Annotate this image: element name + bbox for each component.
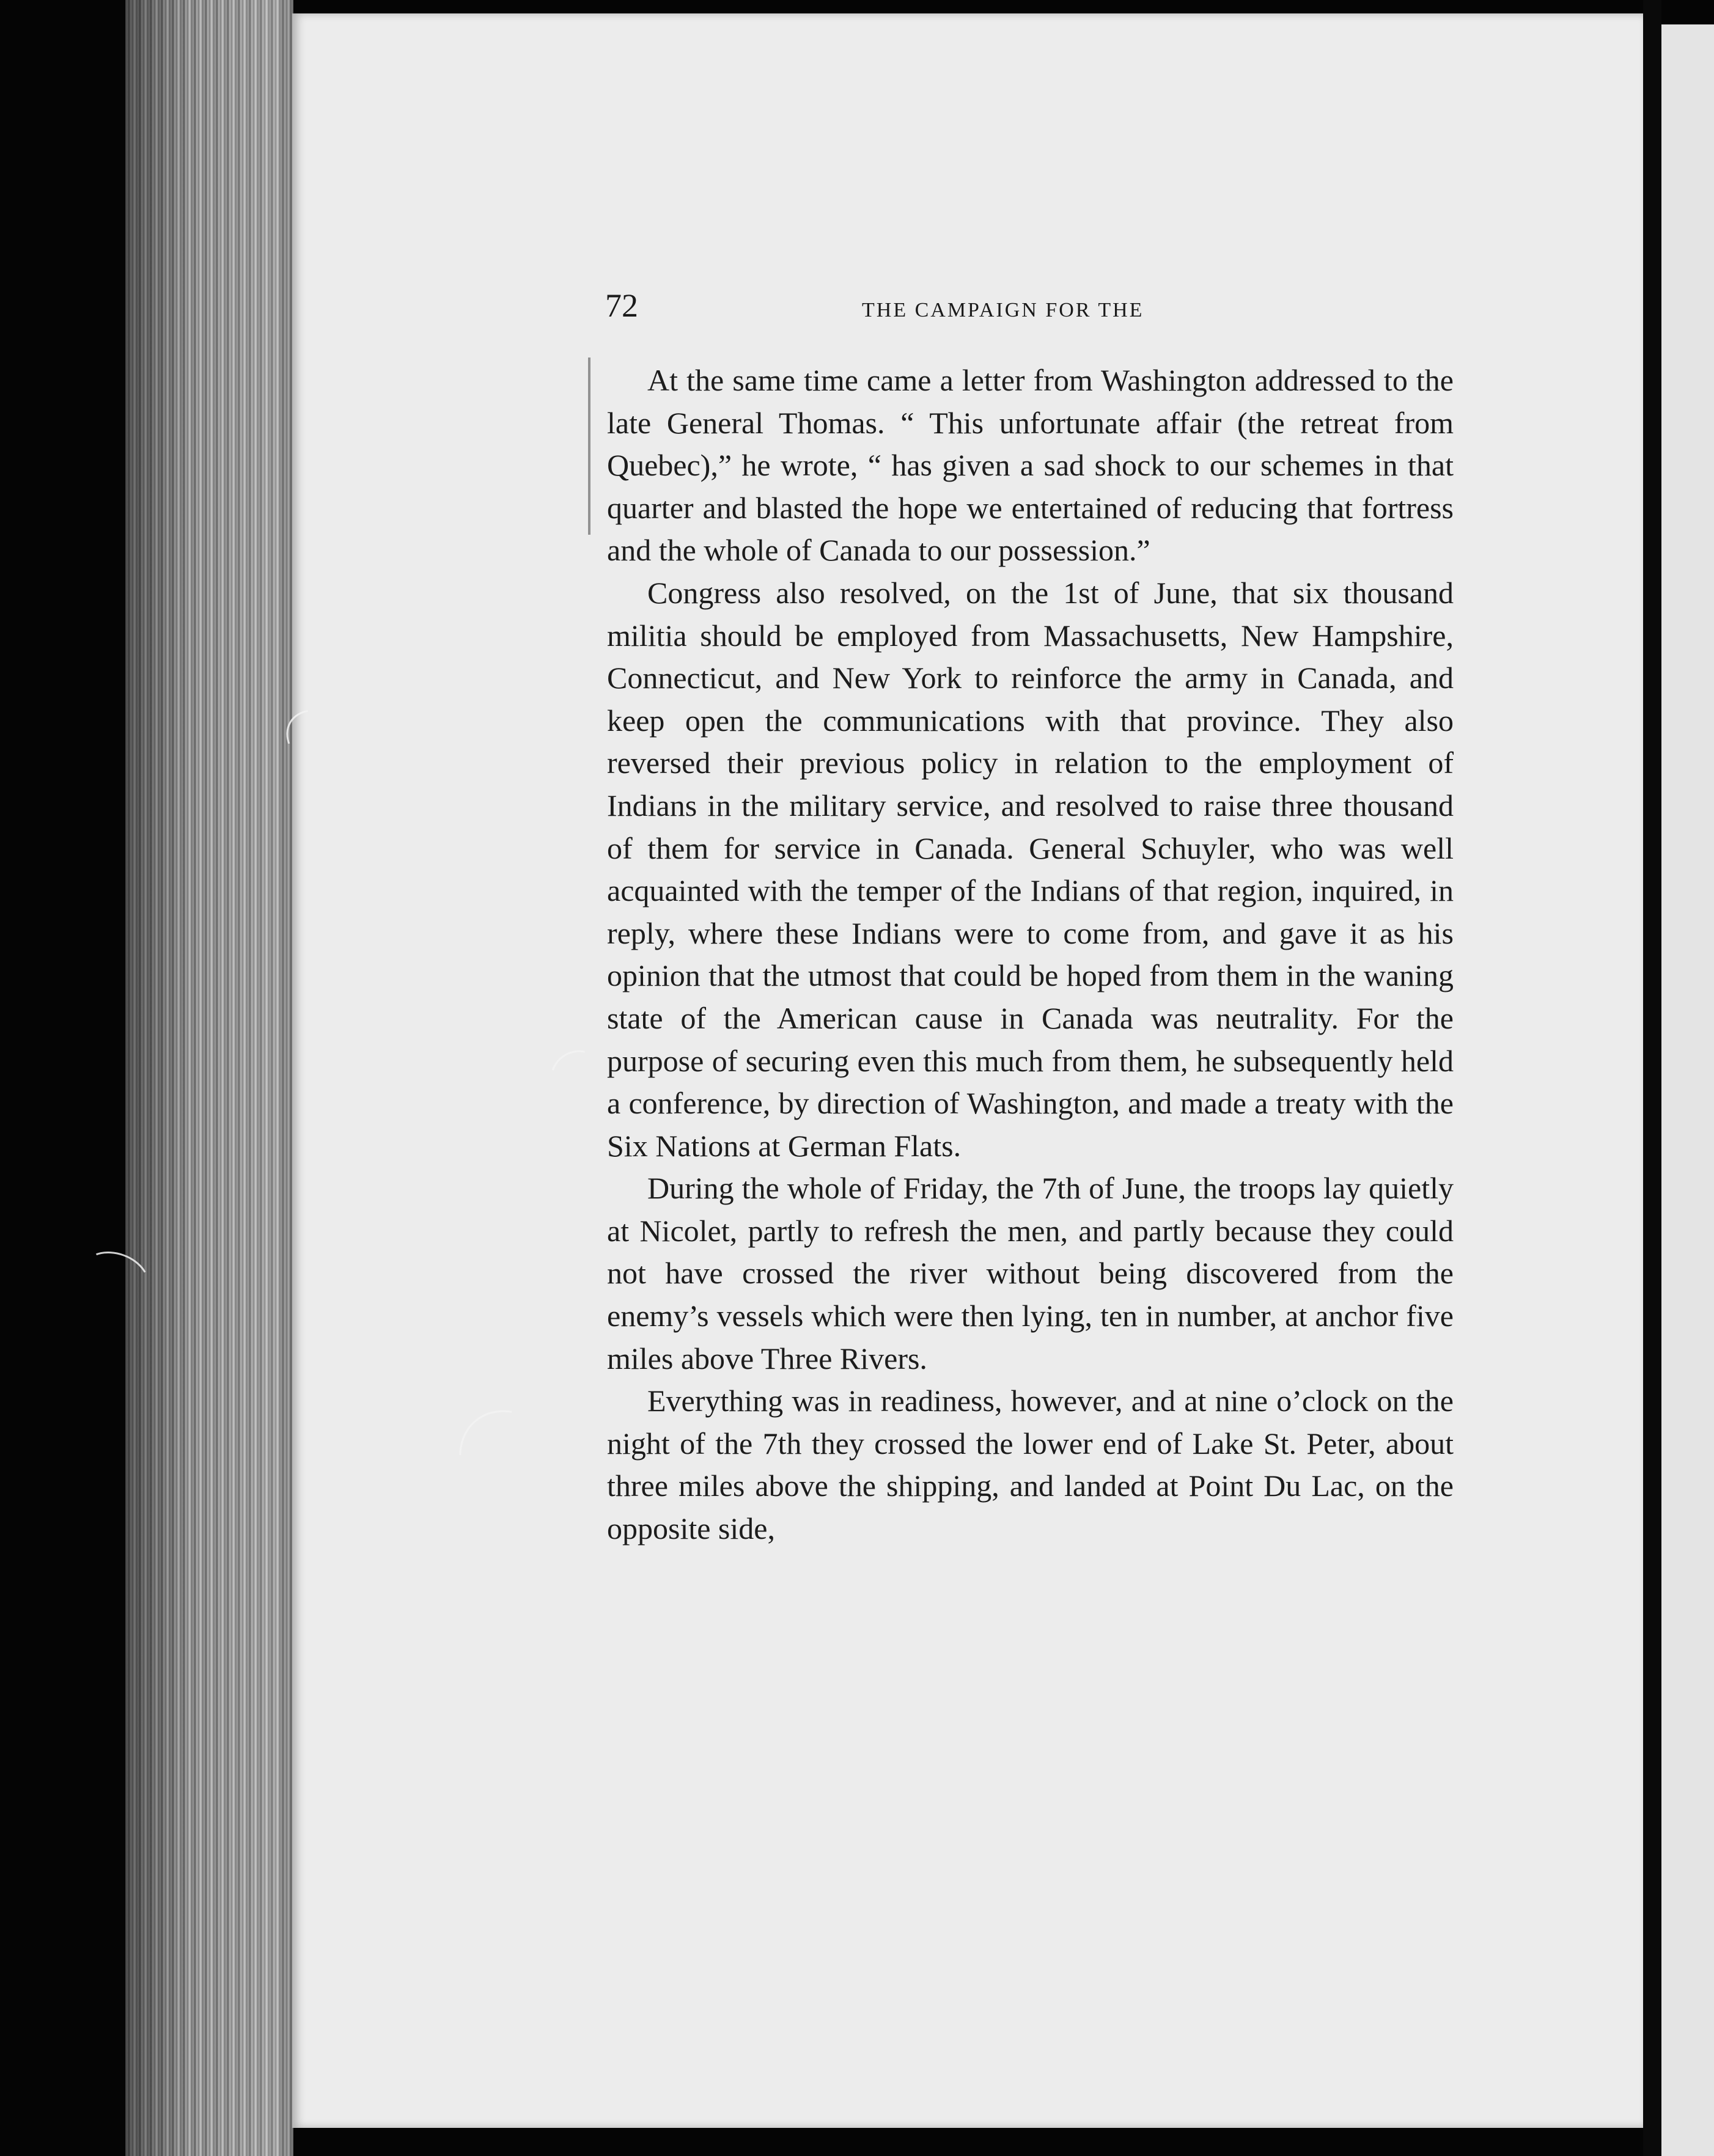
gutter-shadow (1643, 0, 1661, 2156)
margin-mark (588, 358, 590, 535)
paragraph: Congress also resolved, on the 1st of June, that six thousand militia should be employed from Massachusetts, New Hampshire, Connecticut, and New York to reinforce the army in Canada, and keep open the communications with that province. They also reversed their previous policy in relation to the employment of Indians in the military service, and resolved to raise three thousand of them for service in Canada. General Schuyler, who was well acquainted with the temper of the Indians of that region, inquired, in reply, where these Indians were to come from, and gave it as his opinion that the utmost that could be hoped from them in the waning state of the American cause in Canada was neutrality. For the purpose of securing even this much from them, he subsequently held a conference, by direction of Washington, and made a treaty with the Six Nations at German Flats. (607, 575, 1454, 1163)
page-edges (125, 0, 293, 2156)
paragraph: At the same time came a letter from Washington addressed to the late General Thomas. “ This unfortunate affair (the retreat from Quebec),” he wrote, “ has given a sad shock to our schemes in that quarter and blasted the hope we entertained of reducing that fortress and the whole of Canada to our possession.” (607, 363, 1454, 568)
paragraph: During the whole of Friday, the 7th of June, the troops lay quietly at Nicolet, partly to refresh the men, and partly because they could not have crossed the river without being discovered from the enemy’s vessels which were then lying, ten in number, at anchor five miles above Three Rivers. (607, 1171, 1454, 1376)
running-head: THE CAMPAIGN FOR THE (862, 299, 1144, 321)
page-header (605, 287, 1449, 336)
page-number: 72 (605, 287, 638, 324)
adjacent-page-edge (1661, 24, 1714, 2156)
paragraph: Everything was in readiness, however, and at nine o’clock on the night of the 7th they crossed the lower end of Lake St. Peter, about three miles above the shipping, and landed at Point Du Lac, on the opposite side, (607, 1384, 1454, 1546)
body-text (607, 359, 1454, 1550)
